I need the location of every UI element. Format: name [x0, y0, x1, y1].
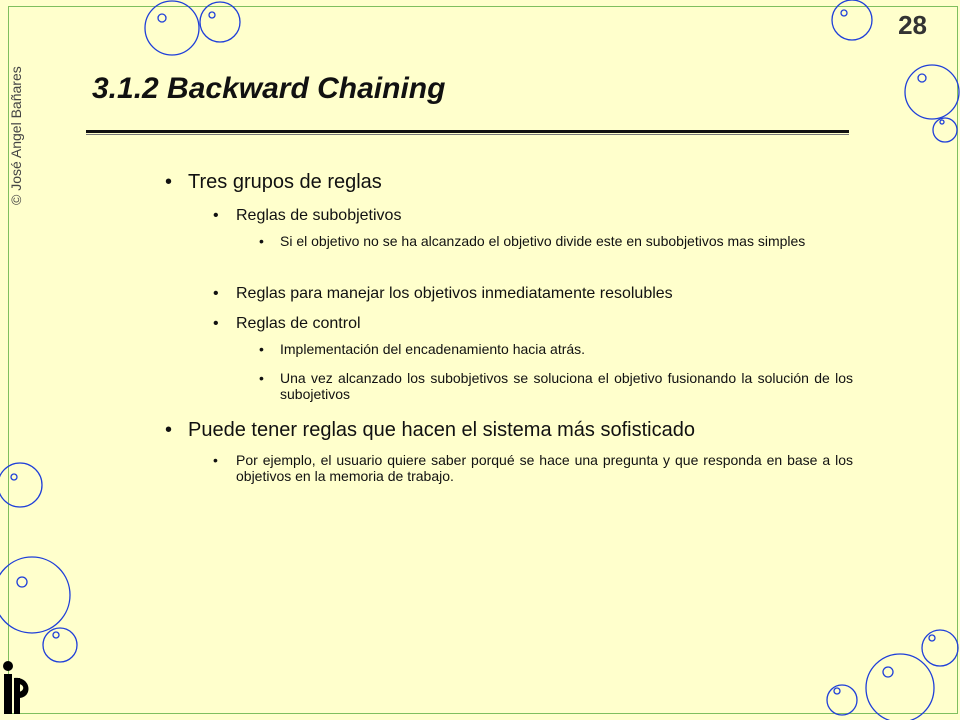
ip-logo-icon: [2, 660, 36, 718]
circle-decoration: [11, 474, 17, 480]
circle-decoration: [0, 463, 42, 507]
list-item: [213, 314, 853, 334]
bullet-icon: •: [165, 171, 173, 193]
circle-decoration: [17, 577, 27, 587]
bullet-icon: •: [259, 341, 264, 357]
list-item: [165, 170, 855, 194]
bullet-icon: •: [165, 419, 173, 441]
bullet-icon: •: [213, 315, 219, 332]
circle-decoration: [929, 635, 935, 641]
circle-decoration: [918, 74, 926, 82]
list-item: [165, 418, 855, 442]
circle-decoration: [940, 120, 944, 124]
circle-decoration: [827, 685, 857, 715]
page-number: 28: [898, 10, 927, 40]
list-item: [213, 452, 853, 484]
list-item: [213, 284, 853, 304]
list-item: [259, 370, 853, 402]
circle-decoration: [43, 628, 77, 662]
slide-title: 3.1.2 Backward Chaining: [92, 72, 446, 105]
circle-decoration: [883, 667, 893, 677]
list-item-text: Puede tener reglas que hacen el sistema más sofisticado: [188, 419, 695, 441]
list-item-text: Reglas de subobjetivos: [236, 207, 402, 224]
circle-decoration: [209, 12, 215, 18]
bullet-icon: •: [213, 452, 218, 468]
list-item-text: Reglas de control: [236, 315, 361, 332]
circle-decoration: [922, 630, 958, 666]
list-item-text: Una vez alcanzado los subobjetivos se soluciona el objetivo fusionando la solución de los subojetivos: [280, 370, 853, 402]
list-item-text: Por ejemplo, el usuario quiere saber porqué se hace una pregunta y que responda en base a los objetivos en la memoria de trabajo.: [236, 452, 853, 484]
list-item-text: Implementación del encadenamiento hacia atrás.: [280, 341, 586, 357]
list-item-text: Si el objetivo no se ha alcanzado el objetivo divide este en subobjetivos mas simples: [280, 233, 806, 249]
list-item-text: Tres grupos de reglas: [188, 171, 382, 193]
circle-decoration: [0, 557, 70, 633]
circle-decoration: [53, 632, 59, 638]
circle-decoration: [200, 2, 240, 42]
circle-decoration: [866, 654, 934, 720]
title-rule: [86, 130, 849, 133]
list-item-text: Reglas para manejar los objetivos inmediatamente resolubles: [236, 285, 673, 302]
list-item: [259, 341, 853, 357]
circle-decoration: [145, 1, 199, 55]
circle-decoration: [905, 65, 959, 119]
circle-decoration: [841, 10, 847, 16]
circle-decoration: [832, 0, 872, 40]
circle-decoration: [158, 14, 166, 22]
bullet-icon: •: [213, 207, 219, 224]
copyright-text: © José Angel Bañares: [8, 66, 24, 205]
bullet-icon: •: [213, 285, 219, 302]
list-item: [213, 206, 853, 226]
bullet-icon: •: [259, 233, 264, 249]
circle-decoration: [834, 688, 840, 694]
circle-decoration: [933, 118, 957, 142]
title-rule-thin: [86, 134, 849, 135]
bullet-icon: •: [259, 370, 264, 386]
list-item: [259, 233, 853, 249]
